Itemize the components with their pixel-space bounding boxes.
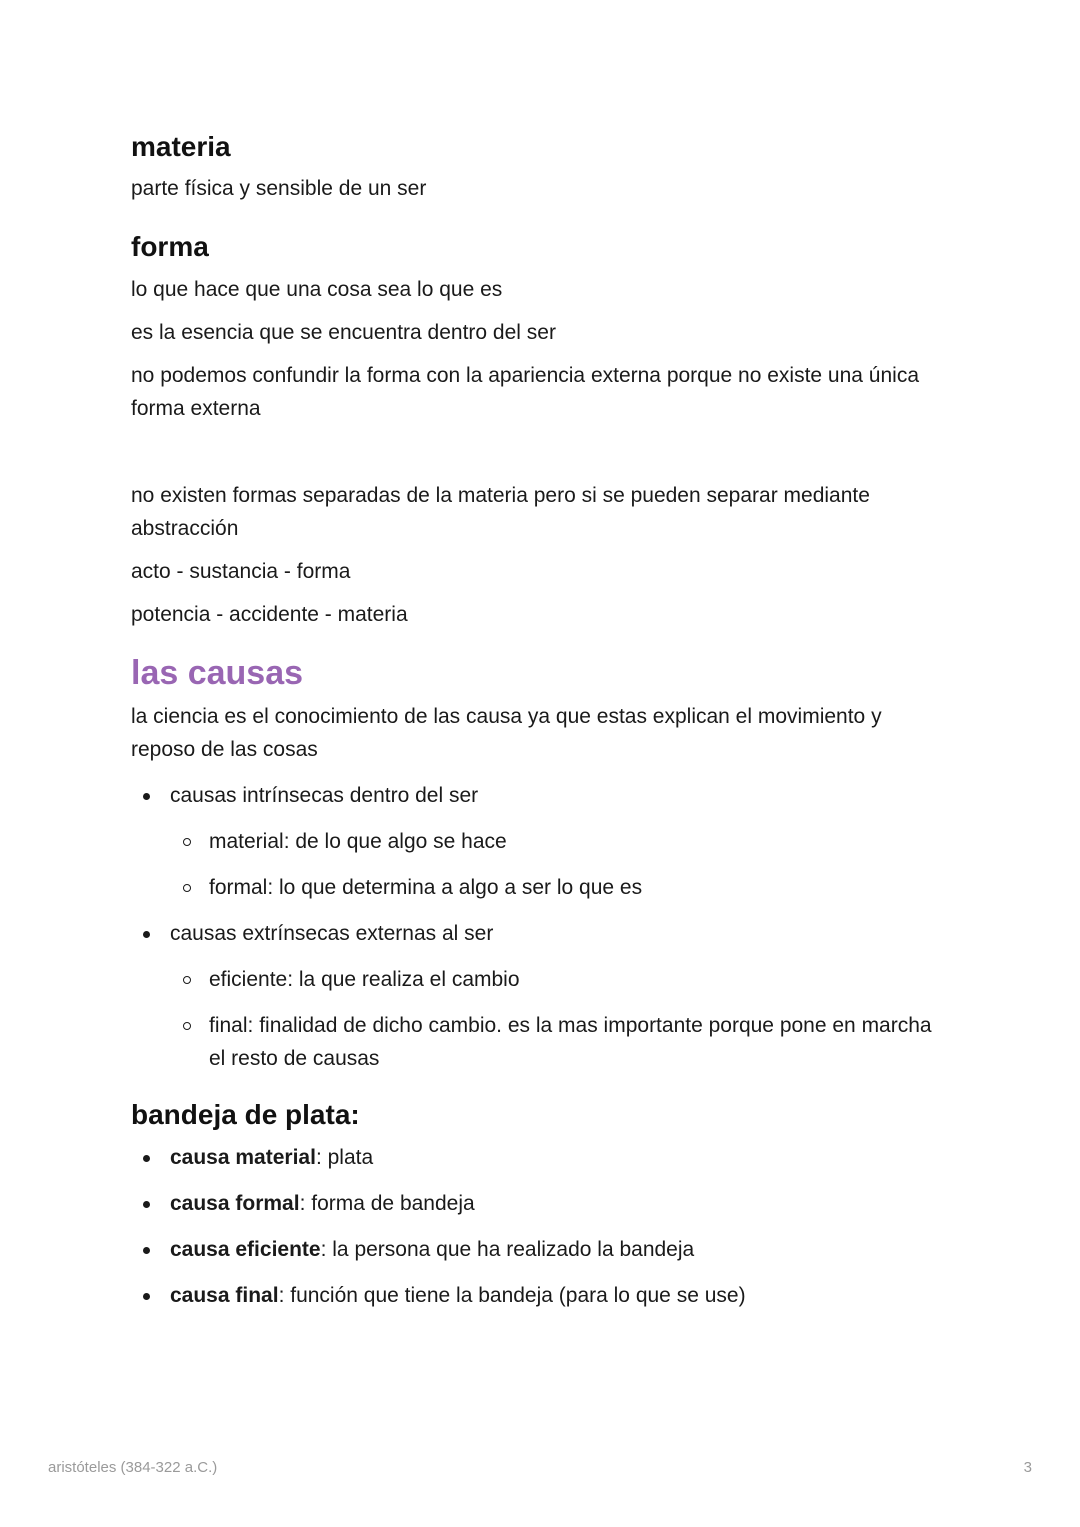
- bandeja-list: [131, 1141, 951, 1312]
- list-item: [131, 1187, 951, 1220]
- causas-list: [131, 779, 951, 1075]
- bandeja-term: causa formal: [170, 1192, 300, 1215]
- list-item: [131, 779, 951, 904]
- bandeja-description: : la persona que ha realizado la bandeja: [320, 1238, 695, 1261]
- causa-formal-item: formal: lo que determina a algo a ser lo que es: [209, 876, 643, 899]
- circle-bullet-icon: [183, 884, 191, 892]
- list-item: [131, 1279, 951, 1312]
- bullet-icon: [143, 1201, 150, 1208]
- causas-extrinsecas-label: causas extrínsecas externas al ser: [170, 922, 494, 945]
- bandeja-term: causa material: [170, 1146, 316, 1169]
- causas-intrinsecas-label: causas intrínsecas dentro del ser: [170, 784, 479, 807]
- causa-final-item: final: finalidad de dicho cambio. es la mas importante porque pone en marcha el resto de causas: [209, 1014, 932, 1070]
- footer-page-number: 3: [1023, 1459, 1032, 1476]
- intrinsecas-sublist: [170, 825, 951, 904]
- list-item: [170, 825, 951, 858]
- materia-definition: parte física y sensible de un ser: [131, 177, 427, 200]
- forma-paragraph-3: no podemos confundir la forma con la apariencia externa porque no existe una única forma externa: [131, 364, 920, 420]
- bandeja-term: causa eficiente: [170, 1238, 321, 1261]
- list-item: [131, 1233, 951, 1266]
- forma-paragraph-6: potencia - accidente - materia: [131, 603, 408, 626]
- bandeja-term: causa final: [170, 1284, 279, 1307]
- bandeja-description: : forma de bandeja: [299, 1192, 475, 1215]
- forma-paragraph-5: acto - sustancia - forma: [131, 560, 351, 583]
- extrinsecas-sublist: [170, 963, 951, 1075]
- forma-paragraph-1: lo que hace que una cosa sea lo que es: [131, 278, 503, 301]
- list-item: [170, 963, 951, 996]
- list-item: [131, 1141, 951, 1174]
- bandeja-heading: bandeja de plata:: [131, 1099, 360, 1130]
- bandeja-description: : plata: [315, 1146, 374, 1169]
- materia-heading: materia: [131, 131, 231, 162]
- bullet-icon: [143, 931, 150, 938]
- causa-material-item: material: de lo que algo se hace: [209, 830, 507, 853]
- causa-eficiente-item: eficiente: la que realiza el cambio: [209, 968, 520, 991]
- causas-heading: las causas: [131, 654, 304, 692]
- list-item: [131, 917, 951, 1075]
- list-item: [170, 1009, 951, 1075]
- list-item: [170, 871, 951, 904]
- causas-intro: la ciencia es el conocimiento de las causa ya que estas explican el movimiento y reposo de las cosas: [131, 705, 882, 761]
- footer-document-title: aristóteles (384-322 a.C.): [48, 1459, 218, 1476]
- bullet-icon: [143, 1247, 150, 1254]
- bandeja-description: : función que tiene la bandeja (para lo que se use): [278, 1284, 746, 1307]
- circle-bullet-icon: [183, 1022, 191, 1030]
- forma-heading: forma: [131, 231, 209, 262]
- bullet-icon: [143, 793, 150, 800]
- bullet-icon: [143, 1155, 150, 1162]
- forma-paragraph-2: es la esencia que se encuentra dentro del ser: [131, 321, 556, 344]
- circle-bullet-icon: [183, 976, 191, 984]
- bullet-icon: [143, 1293, 150, 1300]
- circle-bullet-icon: [183, 838, 191, 846]
- page-content: [131, 128, 951, 1312]
- forma-paragraph-4: no existen formas separadas de la materia pero si se pueden separar mediante abstracción: [131, 484, 870, 540]
